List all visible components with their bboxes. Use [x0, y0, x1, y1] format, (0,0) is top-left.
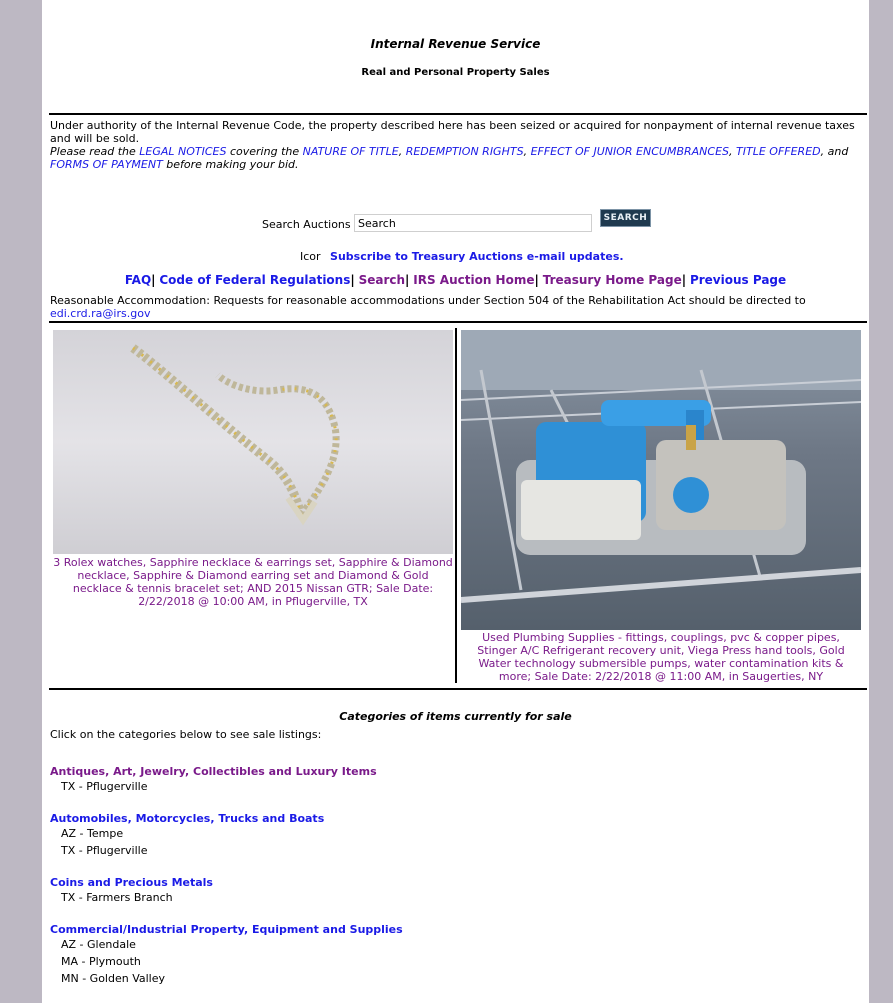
comma: , — [729, 145, 737, 158]
featured-photo-jewelry[interactable] — [53, 330, 453, 554]
category-link-antiques[interactable]: Antiques, Art, Jewelry, Collectibles and Luxury Items — [50, 765, 377, 778]
nav-treasury-home[interactable]: Treasury Home Page — [542, 273, 682, 287]
nav-cfr[interactable]: Code of Federal Regulations — [159, 273, 351, 287]
comma: , — [398, 145, 406, 158]
category-link-coins[interactable]: Coins and Precious Metals — [50, 876, 213, 889]
before-bid-text: before making your bid. — [162, 158, 299, 171]
page-container — [42, 0, 869, 1003]
legal-notice-line — [50, 145, 865, 171]
legal-notices-link[interactable]: LEGAL NOTICES — [139, 145, 227, 158]
and-text: , and — [820, 145, 849, 158]
nav-search[interactable]: Search — [358, 273, 406, 287]
subscribe-link[interactable]: Subscribe to Treasury Auctions e-mail updates. — [330, 250, 624, 263]
featured-photo-plumbing[interactable] — [461, 330, 861, 630]
category-group — [50, 812, 865, 859]
divider — [49, 321, 867, 323]
nav-separator: | — [350, 273, 355, 287]
agency-title: Internal Revenue Service — [370, 37, 541, 51]
location-item: TX - Farmers Branch — [61, 891, 173, 904]
nav-separator: | — [534, 273, 539, 287]
accommodation-notice — [50, 294, 865, 320]
category-link-commercial[interactable]: Commercial/Industrial Property, Equipment and Supplies — [50, 923, 403, 936]
search-label: Search Auctions — [262, 218, 351, 231]
nav-previous-page[interactable]: Previous Page — [689, 273, 787, 287]
featured-caption-plumbing[interactable]: Used Plumbing Supplies - fittings, couplings, pvc & copper pipes, Stinger A/C Refrigerant recovery unit, Viega Press hand tools, Gold Water technology submersible pumps, water contamination kits & more; Sale Date: 2/22/2018 @ 11:00 AM, in Saugerties, NY — [477, 631, 845, 683]
redemption-rights-link[interactable]: REDEMPTION RIGHTS — [405, 145, 524, 158]
comma: , — [523, 145, 531, 158]
junior-encumbrances-link[interactable]: EFFECT OF JUNIOR ENCUMBRANCES — [530, 145, 730, 158]
nav-separator: | — [681, 273, 687, 287]
column-divider — [455, 328, 457, 683]
nav-separator: | — [151, 273, 156, 287]
page-subtitle: Real and Personal Property Sales — [361, 67, 550, 78]
category-list — [50, 765, 865, 987]
title-offered-link[interactable]: TITLE OFFERED — [736, 145, 821, 158]
intro-text — [50, 119, 865, 171]
divider — [49, 113, 867, 115]
category-group — [50, 765, 865, 795]
nav-bar — [42, 273, 869, 287]
location-item: AZ - Tempe — [61, 827, 124, 840]
read-prefix: Please read the — [50, 145, 140, 158]
category-group — [50, 876, 865, 906]
authority-statement: Under authority of the Internal Revenue Code, the property described here has been seized or acquired for nonpayment of internal revenue taxes and will be sold. — [50, 119, 855, 145]
covering-text: covering the — [226, 145, 303, 158]
nav-irs-auction-home[interactable]: IRS Auction Home — [413, 273, 535, 287]
nav-faq[interactable]: FAQ — [124, 273, 152, 287]
forms-of-payment-link[interactable]: FORMS OF PAYMENT — [50, 158, 163, 171]
accommodation-text: Reasonable Accommodation: Requests for reasonable accommodations under Section 504 of the Rehabilitation Act should be directed to — [50, 294, 806, 307]
location-item: TX - Pflugerville — [61, 780, 148, 793]
location-item: MA - Plymouth — [61, 955, 141, 968]
search-input[interactable] — [354, 214, 592, 232]
categories-heading: Categories of items currently for sale — [339, 710, 572, 723]
subscribe-row — [300, 250, 624, 263]
categories-instruction: Click on the categories below to see sale listings: — [50, 728, 322, 741]
necklace-illustration — [53, 330, 453, 554]
nav-separator: | — [405, 273, 410, 287]
pump-illustration — [461, 330, 861, 630]
email-icon: Icor — [300, 250, 321, 263]
search-button[interactable]: SEARCH — [600, 209, 651, 227]
accommodation-email-link[interactable]: edi.crd.ra@irs.gov — [50, 307, 151, 320]
category-link-automobiles[interactable]: Automobiles, Motorcycles, Trucks and Boats — [50, 812, 325, 825]
featured-caption-jewelry[interactable]: 3 Rolex watches, Sapphire necklace & earrings set, Sapphire & Diamond necklace, Sapphire & Diamond earring set and Diamond & Gold necklace & tennis bracelet set; AND 2015 Nissan GTR; Sale Date: 2/22/2018 @ 10:00 AM, in Pflugerville, TX — [53, 556, 453, 608]
divider — [49, 688, 867, 690]
nature-of-title-link[interactable]: NATURE OF TITLE — [302, 145, 399, 158]
category-group — [50, 923, 865, 987]
location-item: TX - Pflugerville — [61, 844, 148, 857]
location-item: AZ - Glendale — [61, 938, 136, 951]
location-item: MN - Golden Valley — [61, 972, 166, 985]
